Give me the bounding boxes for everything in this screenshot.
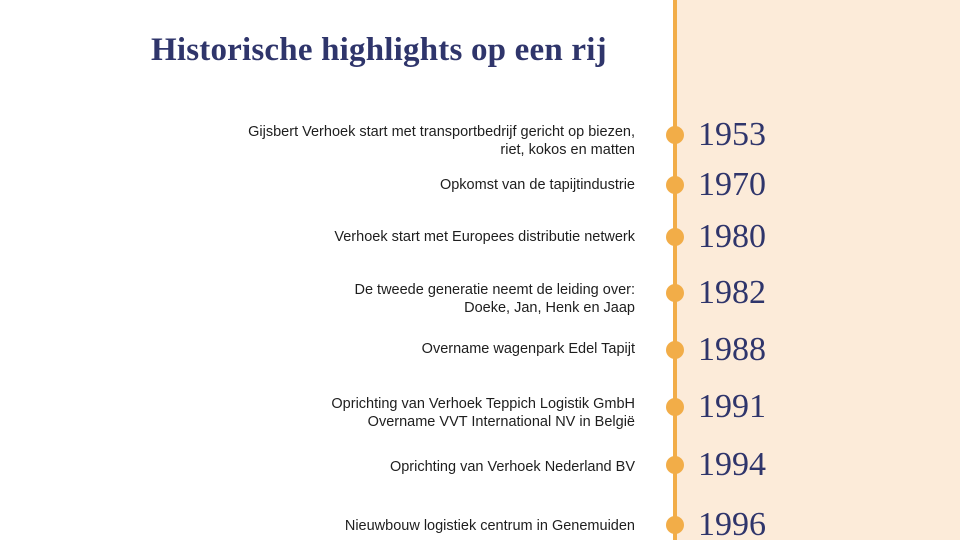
milestone-year: 1996: [698, 506, 766, 543]
milestone-description: [135, 340, 635, 358]
page-title: Historische highlights op een rij: [151, 32, 607, 68]
milestone-description: [135, 123, 635, 159]
milestone-description: [135, 395, 635, 431]
milestone-description: [135, 281, 635, 317]
milestone-description-line: Verhoek start met Europees distributie netwerk: [334, 229, 635, 245]
timeline-dot: [666, 176, 684, 194]
milestone-description: [135, 176, 635, 194]
milestone-description-line: Overname VVT International NV in België: [367, 414, 635, 430]
milestone-description-line: Overname wagenpark Edel Tapijt: [421, 341, 635, 357]
milestone-description: [135, 228, 635, 246]
milestone-year: 1980: [698, 218, 766, 255]
milestone-description-line: Opkomst van de tapijtindustrie: [439, 177, 635, 193]
milestone-description-line: Doeke, Jan, Henk en Jaap: [464, 300, 635, 316]
milestone-year: 1970: [698, 166, 766, 203]
timeline-dot: [666, 341, 684, 359]
timeline-dot: [666, 126, 684, 144]
timeline-dot: [666, 456, 684, 474]
milestone-year: 1988: [698, 331, 766, 368]
timeline-dot: [666, 398, 684, 416]
milestone-description-line: Gijsbert Verhoek start met transportbedrijf gericht op biezen,: [248, 124, 635, 140]
milestone-year: 1994: [698, 446, 766, 483]
milestone-description-line: Oprichting van Verhoek Nederland BV: [389, 459, 635, 475]
timeline-dot: [666, 516, 684, 534]
timeline-dot: [666, 228, 684, 246]
timeline-dot: [666, 284, 684, 302]
milestone-description: [135, 458, 635, 476]
milestone-description: [135, 517, 635, 535]
milestone-year: 1953: [698, 116, 766, 153]
milestone-description-line: Nieuwbouw logistiek centrum in Genemuiden: [344, 518, 635, 534]
milestone-description-line: riet, kokos en matten: [500, 142, 635, 158]
milestone-description-line: De tweede generatie neemt de leiding over:: [354, 282, 635, 298]
milestone-description-line: Oprichting van Verhoek Teppich Logistik GmbH: [331, 396, 635, 412]
milestone-year: 1982: [698, 274, 766, 311]
milestone-year: 1991: [698, 388, 766, 425]
